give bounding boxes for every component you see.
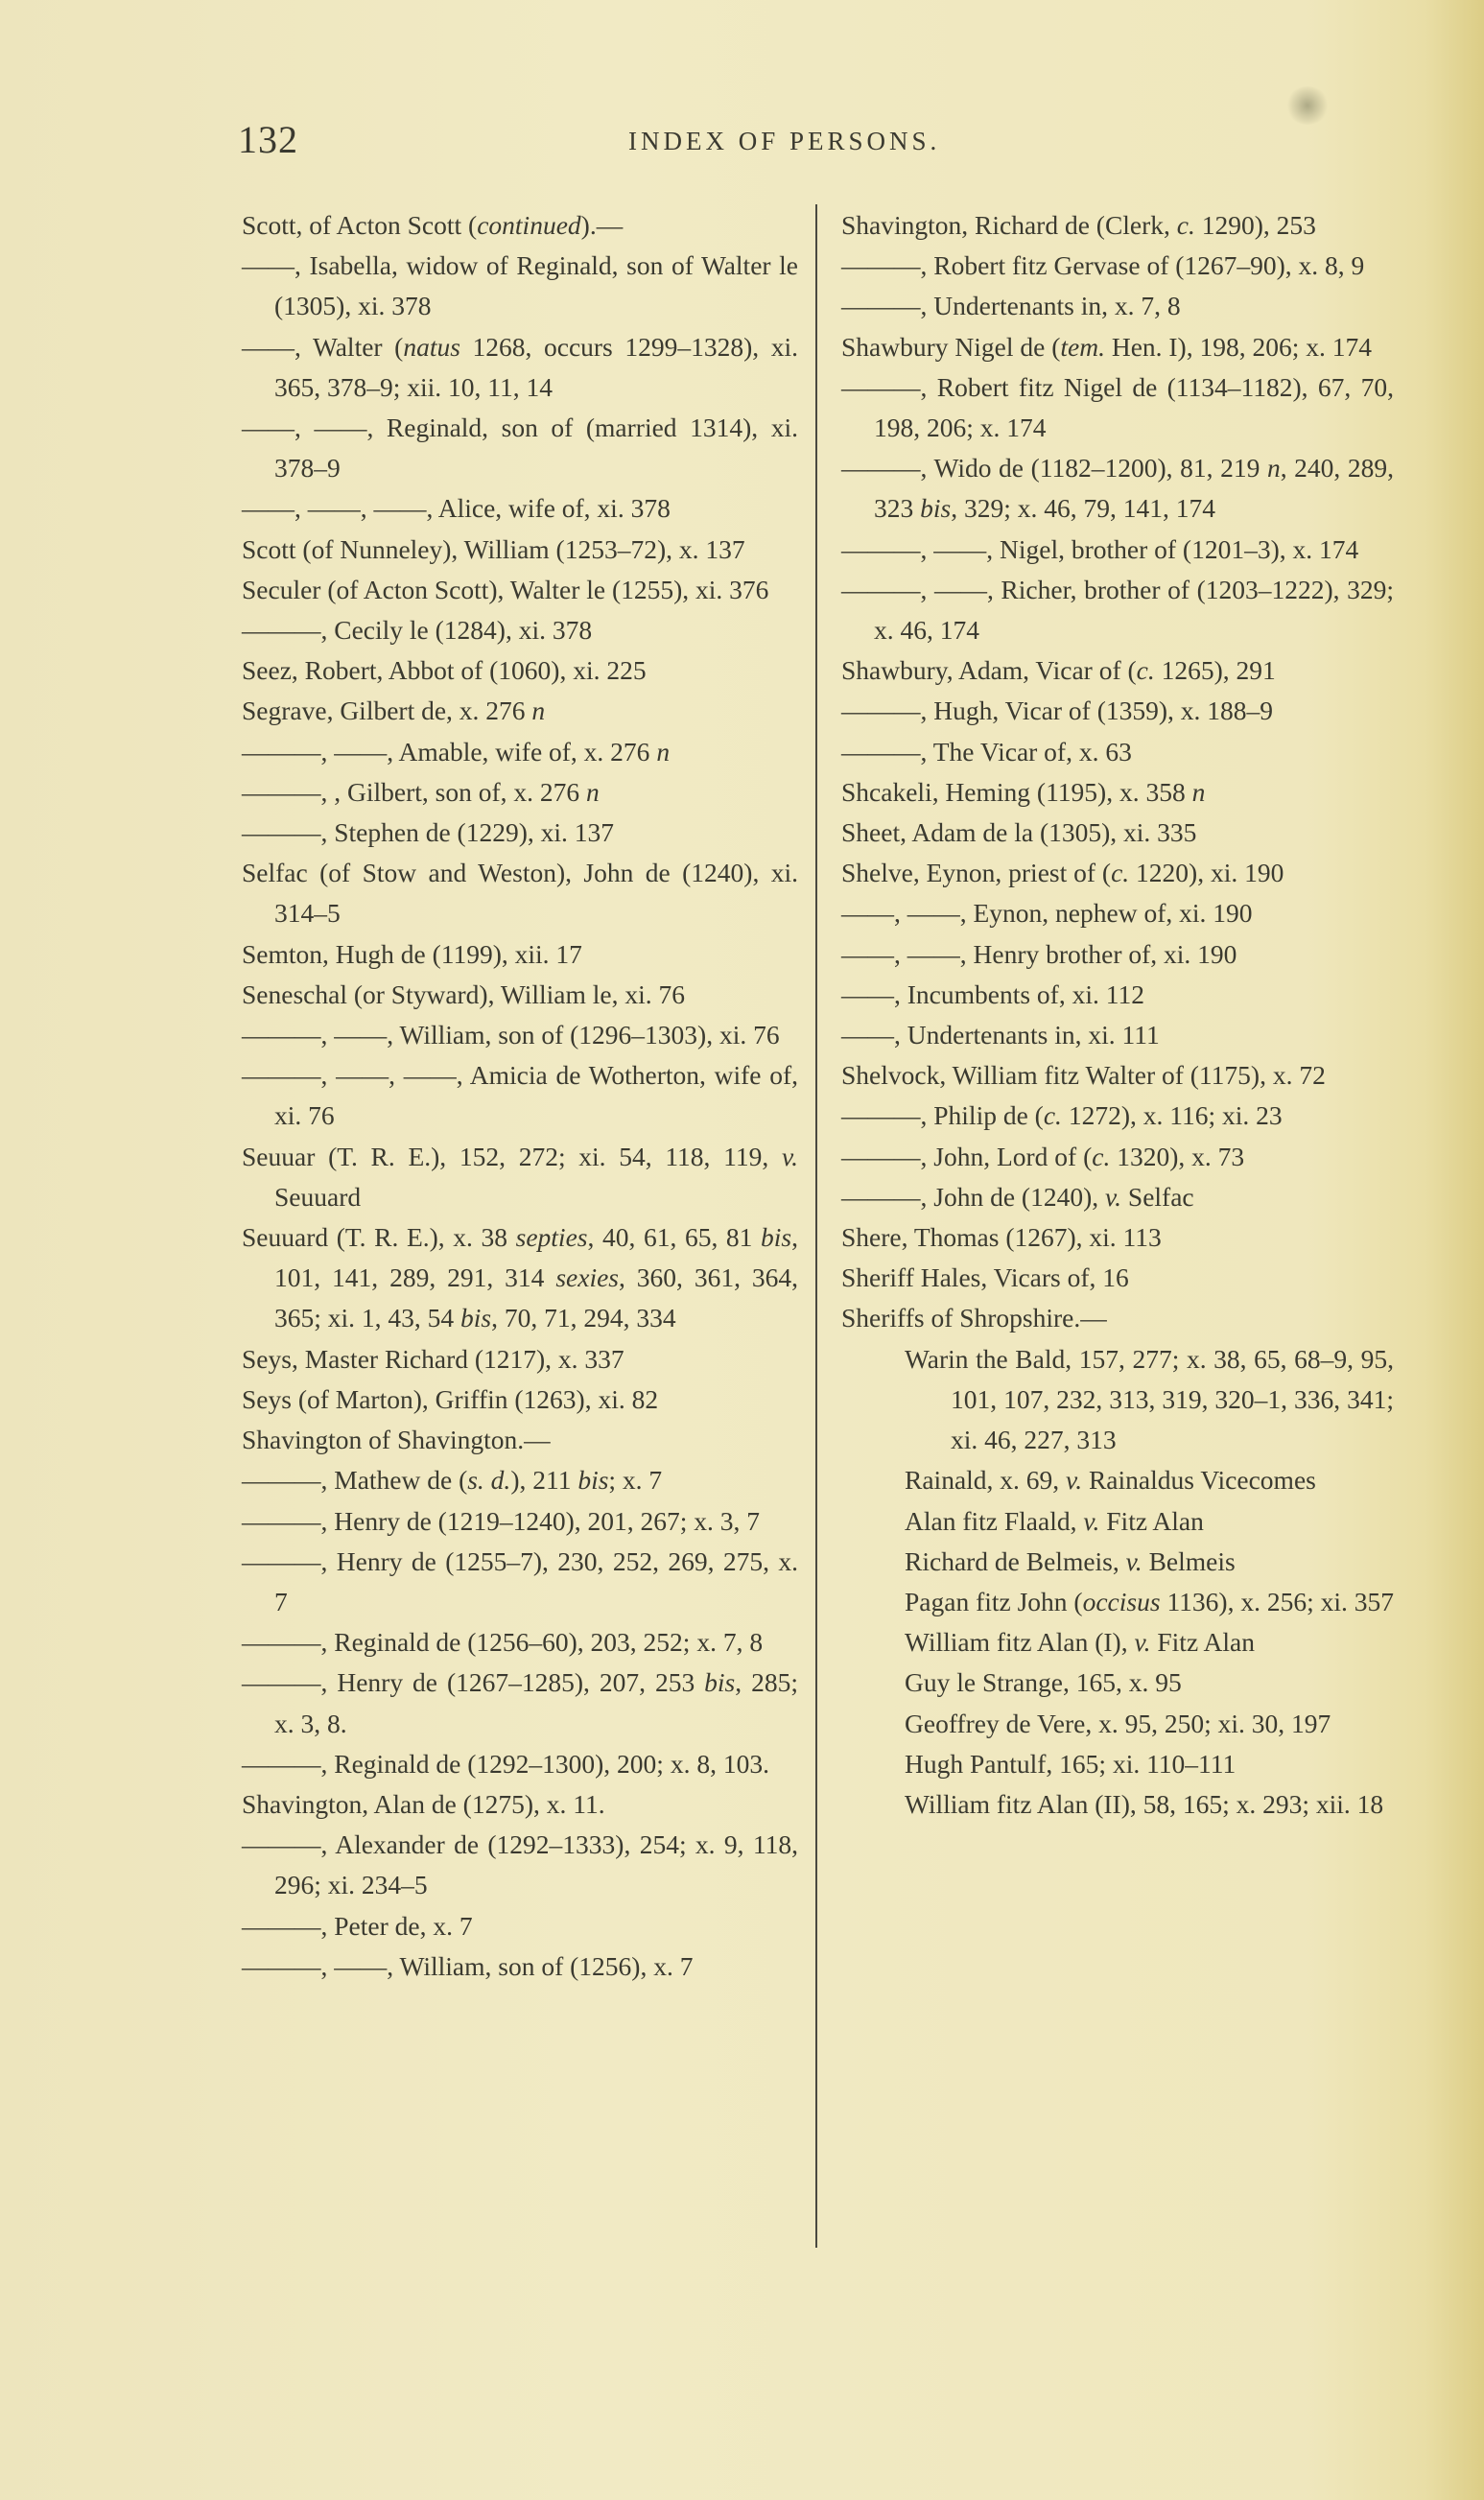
page-number: 132 [238,118,298,161]
italic-text: continued [477,210,581,240]
entry-text: Segrave, Gilbert de, x. 276 [242,696,532,726]
entry-text: Fitz Alan [1099,1505,1204,1536]
index-entry [242,610,798,650]
italic-text: n [586,776,600,807]
entry-text: Rainaldus Vicecomes [1082,1465,1316,1496]
index-entry [242,1906,798,1946]
entry-text: Seuuard (T. R. E.), x. 38 [242,1222,516,1253]
index-entry [841,570,1394,650]
entry-text: Selfac (of Stow and Weston), John de (1240), xi. 314–5 [242,858,798,929]
entry-text: , 70, 71, 294, 334 [491,1303,676,1333]
italic-text: bis [761,1222,792,1253]
entry-text: ; x. 7 [608,1465,663,1496]
index-entry [242,1420,798,1460]
index-entry [242,1055,798,1136]
entry-text: ———, Robert fitz Nigel de (1134–1182), 67, 70, 198, 206; x. 174 [841,371,1394,443]
index-entry [242,772,798,813]
entry-text: ———, Peter de, x. 7 [242,1910,473,1941]
index-entry [242,408,798,488]
italic-text: tem. [1060,331,1105,362]
index-entry [242,691,798,731]
entry-text: ———, Henry de (1267–1285), 207, 253 [242,1667,705,1698]
index-column-left [242,205,798,1987]
index-entry [841,975,1394,1015]
index-entry [242,1380,798,1420]
entry-text: Shavington, Alan de (1275), x. 11. [242,1788,605,1819]
index-entry [242,1542,798,1622]
index-entry [242,327,798,408]
index-entry [841,246,1394,286]
index-subentry [841,1704,1394,1744]
index-entry [841,813,1394,853]
italic-text: septies [515,1222,588,1253]
entry-text: ———, ——, Nigel, brother of (1201–3), x. 174 [841,533,1359,564]
entry-text: Hen. I), 198, 206; x. 174 [1104,331,1372,362]
entry-text: Warin the Bald, 157, 277; x. 38, 65, 68–9, 95, 101, 107, 232, 313, 319, 320–1, 336, 341; xi. 46, 227, 313 [905,1343,1394,1455]
index-entry [242,1339,798,1380]
entry-text: 1272), x. 116; xi. 23 [1061,1100,1283,1131]
index-entry [242,530,798,570]
italic-text: n [1191,776,1206,807]
index-entry [242,1217,798,1339]
italic-text: n [531,696,546,726]
italic-text: n [656,736,671,767]
index-subentry [841,1542,1394,1582]
index-entry [242,732,798,772]
entry-text: ———, Mathew de ( [242,1465,468,1496]
index-entry [242,1460,798,1500]
entry-text: Guy le Strange, 165, x. 95 [905,1667,1182,1698]
entry-text: Scott (of Nunneley), William (1253–72), x. 137 [242,533,745,564]
entry-text: 1320), x. 73 [1110,1141,1245,1171]
entry-text: 1265), 291 [1154,655,1276,686]
index-entry [841,1298,1394,1338]
index-entry [841,1258,1394,1298]
italic-text: v. [1083,1505,1100,1536]
entry-text: Seez, Robert, Abbot of (1060), xi. 225 [242,655,647,686]
index-entry [841,286,1394,326]
entry-text: ———, Stephen de (1229), xi. 137 [242,817,615,848]
index-entry [242,1663,798,1743]
italic-text: c. [1043,1100,1062,1131]
index-subentry [841,1622,1394,1663]
index-entry [841,530,1394,570]
entry-text: ——, ——, ——, Alice, wife of, xi. 378 [242,493,671,524]
index-entry [242,488,798,529]
column-divider [815,204,817,2248]
entry-text: ———, Cecily le (1284), xi. 378 [242,615,593,646]
index-entry [242,934,798,975]
index-entry [242,813,798,853]
entry-text: ———, , Gilbert, son of, x. 276 [242,776,587,807]
entry-text: , 40, 61, 65, 81 [587,1222,762,1253]
index-entry [841,691,1394,731]
entry-text: ———, Philip de ( [841,1100,1044,1131]
index-entry [242,1015,798,1055]
entry-text: , 240, 289, 323 [874,453,1394,524]
entry-text: Richard de Belmeis, [905,1545,1126,1576]
italic-text: c. [1136,655,1155,686]
entry-text: Seuuard [274,1181,362,1212]
italic-text: v. [1134,1627,1151,1658]
index-entry [841,448,1394,529]
entry-text: ———, Reginald de (1292–1300), 200; x. 8, 103. [242,1748,769,1779]
index-subentry [841,1744,1394,1784]
entry-text: ———, Hugh, Vicar of (1359), x. 188–9 [841,696,1274,726]
italic-text: v. [1066,1465,1083,1496]
index-subentry [841,1663,1394,1703]
entry-text: Scott, of Acton Scott ( [242,210,478,240]
entry-text: ———, Henry de (1219–1240), 201, 267; x. 3, 7 [242,1505,761,1536]
entry-text: 1268, occurs 1299–1328), xi. 365, 378–9; xii. 10, 11, 14 [274,331,798,402]
italic-text: bis [704,1667,736,1698]
entry-text: Belmeis [1142,1545,1236,1576]
entry-text: ———, John, Lord of ( [841,1141,1093,1171]
entry-text: ———, Henry de (1255–7), 230, 252, 269, 275, x. 7 [242,1545,798,1616]
entry-text: 1290), 253 [1194,210,1316,240]
italic-text: occisus [1082,1586,1161,1616]
index-entry [841,1177,1394,1217]
index-entry [242,650,798,691]
entry-text: ———, ——, William, son of (1296–1303), xi. 76 [242,1020,780,1050]
italic-text: c. [1176,210,1195,240]
italic-text: sexies [555,1262,620,1293]
entry-text: Rainald, x. 69, [905,1465,1067,1496]
entry-text: Seys, Master Richard (1217), x. 337 [242,1343,624,1374]
entry-text: 1136), x. 256; xi. 357 [1160,1586,1394,1616]
entry-text: Shavington of Shavington.— [242,1425,551,1455]
entry-text: Fitz Alan [1150,1627,1255,1658]
index-entry [841,1217,1394,1258]
index-entry [242,205,798,246]
entry-text: Shawbury Nigel de ( [841,331,1061,362]
entry-text: ———, Reginald de (1256–60), 203, 252; x. 7, 8 [242,1627,764,1658]
index-entry [841,934,1394,975]
index-entry [841,205,1394,246]
index-entry [242,1946,798,1987]
entry-text: Sheet, Adam de la (1305), xi. 335 [841,817,1197,848]
index-entry [242,246,798,326]
italic-text: bis [460,1303,492,1333]
italic-text: v. [1125,1545,1142,1576]
entry-text: ——, Isabella, widow of Reginald, son of Walter le (1305), xi. 378 [242,250,798,321]
entry-text: William fitz Alan (II), 58, 165; x. 293; xii. 18 [905,1788,1384,1819]
entry-text: Shere, Thomas (1267), xi. 113 [841,1222,1162,1253]
entry-text: Geoffrey de Vere, x. 95, 250; xi. 30, 197 [905,1708,1331,1738]
index-entry [841,367,1394,448]
entry-text: ———, Wido de (1182–1200), 81, 219 [841,453,1267,483]
index-entry [242,1501,798,1542]
index-entry [242,853,798,933]
entry-text: ), 211 [510,1465,578,1496]
entry-text: ——, Walter ( [242,331,404,362]
entry-text: , 329; x. 46, 79, 141, 174 [951,493,1215,524]
index-entry [841,327,1394,367]
italic-text: s. d. [467,1465,511,1496]
index-subentry [841,1501,1394,1542]
entry-text: Seculer (of Acton Scott), Walter le (1255), xi. 376 [242,574,769,604]
entry-text: Hugh Pantulf, 165; xi. 110–111 [905,1748,1237,1779]
index-entry [841,853,1394,893]
index-entry [242,1622,798,1663]
entry-text: ——, ——, Henry brother of, xi. 190 [841,938,1237,969]
italic-text: bis [577,1465,609,1496]
entry-text: Alan fitz Flaald, [905,1505,1084,1536]
index-entry [841,732,1394,772]
index-subentry [841,1460,1394,1500]
entry-text: Shavington, Richard de (Clerk, [841,210,1177,240]
entry-text: ———, ——, ——, Amicia de Wotherton, wife of, xi. 76 [242,1060,798,1131]
entry-text: Selfac [1121,1181,1194,1212]
italic-text: n [1266,453,1281,483]
entry-text: , 360, 361, 364, 365; xi. 1, 43, 54 [274,1262,799,1333]
index-entry [242,570,798,610]
italic-text: bis [920,493,952,524]
entry-text: Shelvock, William fitz Walter of (1175), x. 72 [841,1060,1326,1091]
index-entry [841,772,1394,813]
entry-text: Semton, Hugh de (1199), xii. 17 [242,938,582,969]
index-column-right [841,205,1394,1825]
entry-text: ———, Robert fitz Gervase of (1267–90), x. 8, 9 [841,250,1365,281]
index-entry [242,975,798,1015]
entry-text: 1220), xi. 190 [1129,858,1284,888]
index-subentry [841,1582,1394,1622]
entry-text: Shelve, Eynon, priest of ( [841,858,1112,888]
italic-text: v. [1104,1181,1122,1212]
italic-text: v. [781,1141,798,1171]
entry-text: Pagan fitz John ( [905,1586,1083,1616]
entry-text: Shcakeli, Heming (1195), x. 358 [841,776,1192,807]
index-entry [242,1744,798,1784]
entry-text: ———, John de (1240), [841,1181,1105,1212]
entry-text: Sheriff Hales, Vicars of, 16 [841,1262,1129,1293]
entry-text: ———, Undertenants in, x. 7, 8 [841,291,1181,321]
entry-text: Shawbury, Adam, Vicar of ( [841,655,1137,686]
entry-text: ———, Alexander de (1292–1333), 254; x. 9, 118, 296; xi. 234–5 [242,1829,798,1900]
ink-stain [1285,86,1330,125]
italic-text: natus [403,331,460,362]
entry-text: ——, Undertenants in, xi. 111 [841,1020,1160,1050]
entry-text: ——, ——, Reginald, son of (married 1314), xi. 378–9 [242,413,798,483]
index-entry [841,650,1394,691]
italic-text: c. [1111,858,1130,888]
entry-text: ———, The Vicar of, x. 63 [841,736,1132,767]
index-entry [841,1137,1394,1177]
entry-text: , 101, 141, 289, 291, 314 [274,1222,799,1293]
entry-text: William fitz Alan (I), [905,1627,1135,1658]
entry-text: Seneschal (or Styward), William le, xi. 76 [242,979,685,1009]
index-entry [841,1015,1394,1055]
entry-text: ———, ——, William, son of (1256), x. 7 [242,1950,694,1981]
entry-text: ———, ——, Richer, brother of (1203–1222), 329; x. 46, 174 [841,574,1394,646]
index-entry [841,1055,1394,1096]
entry-text: Sheriffs of Shropshire.— [841,1303,1107,1333]
index-entry [841,1096,1394,1136]
index-subentry [841,1784,1394,1825]
index-subentry [841,1339,1394,1461]
running-head: INDEX OF PERSONS. [628,127,941,155]
entry-text: , 285; x. 3, 8. [274,1667,798,1738]
index-entry [242,1137,798,1217]
entry-text: ).— [580,210,624,240]
index-entry [242,1784,798,1825]
index-entry [841,893,1394,933]
entry-text: Seuuar (T. R. E.), 152, 272; xi. 54, 118, 119, [242,1141,782,1171]
entry-text: Seys (of Marton), Griffin (1263), xi. 82 [242,1383,659,1414]
entry-text: ——, ——, Eynon, nephew of, xi. 190 [841,898,1253,929]
italic-text: c. [1092,1141,1111,1171]
entry-text: ———, ——, Amable, wife of, x. 276 [242,736,657,767]
index-entry [242,1825,798,1905]
entry-text: ——, Incumbents of, xi. 112 [841,979,1144,1009]
